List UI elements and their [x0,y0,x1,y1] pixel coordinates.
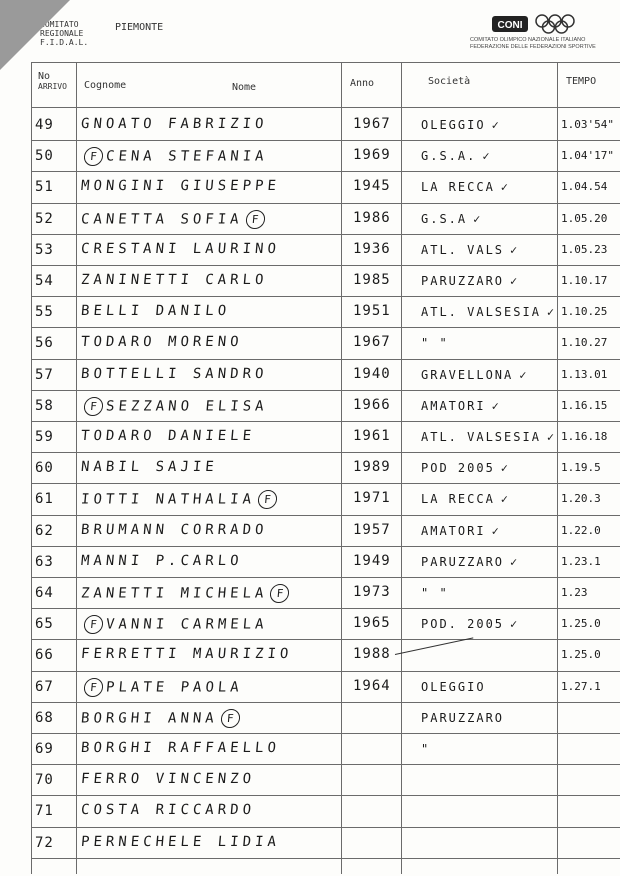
club-name: POD 2005 [421,461,495,476]
athlete-name-cell [80,584,340,603]
table-row [31,484,620,514]
club-cell [421,524,561,538]
athlete-name-cell [80,459,339,475]
finish-time: 1.25.0 [561,617,601,631]
finish-number: 62 [35,522,54,539]
finish-number: 53 [35,241,54,258]
check-mark-icon: ✓ [500,461,511,476]
athlete-name: CANETTA SOFIA [80,211,244,228]
club-cell [421,836,561,850]
athlete-name-cell [80,210,340,229]
birth-year: 1967 [353,334,391,351]
female-marker-icon: F [83,147,104,166]
check-mark-icon: ✓ [491,398,501,413]
region-label: PIEMONTE [115,22,164,33]
finish-time: 1.04.54 [561,180,608,194]
club-cell [421,461,561,475]
finish-time: 1.23 [561,586,588,599]
female-marker-icon: F [83,678,104,697]
finish-time: 1.05.20 [561,211,608,225]
club-cell [421,711,561,725]
club-name: POD. 2005 [421,617,505,632]
athlete-name-cell [80,615,340,634]
athlete-name: COSTA RICCARDO [80,802,256,819]
club-cell [421,804,561,818]
finish-number: 70 [35,772,54,789]
birth-year: 1940 [353,365,391,382]
page-fold-corner [0,0,70,70]
coni-logo [470,14,610,64]
athlete-name: BOTTELLI SANDRO [80,365,269,382]
logo-subtitle-2: FEDERAZIONE DELLE FEDERAZIONI SPORTIVE [470,43,596,50]
club-name: " [421,742,431,756]
female-marker-icon: F [220,709,241,728]
birth-year: 1945 [353,178,391,195]
finish-number: 54 [35,273,54,289]
table-row [31,547,620,577]
column-header-tempo: TEMPO [566,76,597,87]
check-mark-icon: ✓ [473,211,483,226]
birth-year: 1969 [353,147,391,164]
birth-year: 1949 [353,552,391,569]
finish-number: 61 [35,491,54,508]
club-name: G.S.A. [421,149,477,164]
club-name: AMATORI [421,398,486,413]
athlete-name-cell [80,522,339,538]
athlete-name: SEZZANO ELISA [105,398,269,415]
coni-wordmark-icon [492,16,528,32]
athlete-name-cell [80,428,339,444]
athlete-name: PERNECHELE LIDIA [80,833,281,850]
finish-time: 1.10.25 [561,305,608,319]
athlete-name: FERRETTI MAURIZIO [80,646,293,663]
table-row [31,297,620,327]
athlete-name-cell [80,490,340,509]
finish-time: 1.13.01 [561,367,608,381]
birth-year: 1971 [353,490,391,507]
finish-number: 66 [35,647,54,664]
olympic-rings-icon [534,14,576,34]
finish-number: 69 [35,741,54,757]
athlete-name: FERRO VINCENZO [80,771,256,788]
club-cell [421,149,561,163]
athlete-name-cell [80,709,340,728]
birth-year: 1966 [353,396,391,413]
table-row [31,640,620,670]
table-row [31,703,620,733]
athlete-name: IOTTI NATHALIA [80,491,256,508]
org-line-2: REGIONALE [40,29,84,38]
table-row [31,204,620,234]
club-name: ATL. VALSESIA [421,305,541,320]
table-row [31,453,620,483]
table-row [31,734,620,764]
club-name: OLEGGIO [421,118,486,132]
athlete-name-cell [80,178,339,194]
finish-number: 63 [35,553,54,570]
birth-year: 1951 [353,303,391,320]
finish-number: 51 [35,179,54,196]
birth-year: 1986 [353,209,391,226]
check-mark-icon: ✓ [546,305,557,320]
athlete-name: MANNI P.CARLO [80,552,244,569]
athlete-name-cell [80,802,339,818]
athlete-name-cell [80,116,339,132]
club-name: ATL. VALS [421,242,505,257]
female-marker-icon: F [245,210,266,229]
table-row [31,266,620,296]
table-row [31,360,620,390]
finish-time: 1.10.27 [561,336,608,350]
club-name: AMATORI [421,523,486,538]
birth-year: 1985 [353,272,391,288]
birth-year: 1967 [353,116,391,132]
club-cell [421,680,561,694]
club-cell [421,492,561,506]
finish-number: 49 [35,117,54,133]
athlete-name-cell [80,147,340,166]
finish-time: 1.23.1 [561,554,601,568]
athlete-name-cell [80,303,339,319]
check-mark-icon: ✓ [510,617,520,632]
club-name: GRAVELLONA [421,367,514,382]
check-mark-icon: ✓ [519,367,529,382]
athlete-name: NABIL SAJIE [80,459,219,476]
club-name: G.S.A [421,211,468,226]
birth-year: 1973 [353,584,391,600]
finish-time: 1.10.17 [561,274,608,287]
finish-number: 71 [35,803,54,820]
athlete-name: BELLI DANILO [80,303,231,320]
check-mark-icon: ✓ [510,554,520,569]
check-mark-icon: ✓ [491,118,501,132]
athlete-name: TODARO DANIELE [80,428,256,444]
finish-time: 1.27.1 [561,679,601,693]
club-cell [421,368,561,382]
table-row [31,796,620,826]
athlete-name-cell [80,334,339,350]
column-header-cognome: Cognome [84,80,127,91]
logo-subtitle-1: COMITATO OLIMPICO NAZIONALE ITALIANO [470,37,586,43]
check-mark-icon: ✓ [546,430,557,444]
check-mark-icon: ✓ [500,180,511,195]
club-cell [421,274,561,288]
club-cell [421,243,561,257]
svg-text:CONI: CONI [497,20,523,31]
club-cell [421,773,561,787]
athlete-name: VANNI CARMELA [105,616,269,633]
finish-number: 72 [35,834,54,851]
table-row [31,516,620,546]
column-header-nome: Nome [232,82,257,93]
club-cell [421,118,561,132]
check-mark-icon: ✓ [510,274,520,288]
athlete-name: ZANINETTI CARLO [80,272,269,288]
club-cell [421,399,561,413]
athlete-name: BRUMANN CORRADO [80,521,269,538]
finish-time: 1.05.23 [561,242,608,256]
finish-number: 67 [35,678,54,695]
athlete-name-cell [80,740,339,756]
birth-year: 1965 [353,615,391,632]
finish-number: 60 [35,460,54,477]
athlete-name: GNOATO FABRIZIO [80,116,269,132]
table-row [31,235,620,265]
table-row [31,141,620,171]
female-marker-icon: F [257,490,278,509]
club-cell [421,742,561,756]
athlete-name-cell [80,678,340,697]
birth-year: 1964 [353,677,391,694]
birth-year: 1961 [353,428,391,444]
birth-year: 1989 [353,459,391,476]
club-name: OLEGGIO [421,679,486,694]
club-cell [421,430,561,444]
athlete-name: TODARO MORENO [80,334,244,351]
finish-number: 56 [35,335,54,352]
athlete-name-cell [80,397,340,416]
finish-time: 1.03'54" [561,118,614,131]
athlete-name: PLATE PAOLA [105,679,244,696]
athlete-name: ZANETTI MICHELA [80,585,269,602]
female-marker-icon: F [270,584,291,603]
finish-number: 50 [35,148,54,165]
finish-number: 52 [35,210,54,227]
finish-time: 1.25.0 [561,648,601,662]
athlete-name-cell [80,272,339,288]
finish-time: 1.16.15 [561,398,608,412]
athlete-name: BORGHI RAFFAELLO [80,740,281,756]
club-cell [421,180,561,194]
finish-number: 64 [35,585,54,601]
table-row [31,609,620,639]
table-row [31,328,620,358]
club-cell [421,212,561,226]
athlete-name-cell [80,553,339,569]
check-mark-icon: ✓ [491,523,501,538]
female-marker-icon: F [83,397,104,416]
athlete-name-cell [80,366,339,382]
column-header-societa: Società [428,76,471,87]
table-row [31,828,620,858]
finish-time: 1.22.0 [561,523,601,537]
club-cell [421,648,561,662]
athlete-name: CRESTANI LAURINO [80,240,281,257]
female-marker-icon: F [83,615,104,634]
table-row [31,578,620,608]
athlete-name: MONGINI GIUSEPPE [80,178,281,195]
finish-number: 57 [35,366,54,383]
table-row [31,391,620,421]
club-name: LA RECCA [421,180,495,195]
check-mark-icon: ✓ [510,242,520,257]
club-name: PARUZZARO [421,710,505,725]
club-name: " " [421,336,449,351]
org-line-1: COMITATO [40,20,79,29]
athlete-name-cell [80,834,339,850]
club-name: " " [421,586,449,600]
club-name: LA RECCA [421,492,495,507]
athlete-name-cell [80,646,339,662]
finish-number: 68 [35,709,54,726]
table-row [31,765,620,795]
finish-number: 58 [35,397,54,414]
finish-number: 65 [35,616,54,633]
table-row [31,172,620,202]
club-cell [421,586,561,600]
club-cell [421,336,561,350]
table-row [31,672,620,702]
finish-time: 1.20.3 [561,492,601,506]
finish-time: 1.16.18 [561,430,608,443]
check-mark-icon: ✓ [482,149,492,164]
club-cell [421,305,561,319]
column-header-no: No ARRIVO [38,71,67,91]
club-name: PARUZZARO [421,274,505,288]
athlete-name: CENA STEFANIA [105,148,269,165]
finish-number: 55 [35,304,54,321]
club-cell [421,617,561,631]
table-row [31,422,620,452]
athlete-name: BORGHI ANNA [80,710,219,727]
check-mark-icon: ✓ [500,492,511,507]
birth-year: 1936 [353,240,391,257]
birth-year: 1957 [353,521,391,538]
athlete-name-cell [80,771,339,787]
org-line-3: F.I.D.A.L. [40,38,89,47]
club-name: ATL. VALSESIA [421,430,541,444]
athlete-name-cell [80,241,339,257]
birth-year: 1988 [353,646,391,663]
finish-time: 1.04'17" [561,149,614,163]
row-divider [31,858,620,859]
club-cell [421,555,561,569]
table-row [31,110,620,140]
club-name: PARUZZARO [421,554,505,569]
column-header-anno: Anno [350,78,375,89]
finish-time: 1.19.5 [561,461,601,475]
finish-number: 59 [35,429,54,445]
